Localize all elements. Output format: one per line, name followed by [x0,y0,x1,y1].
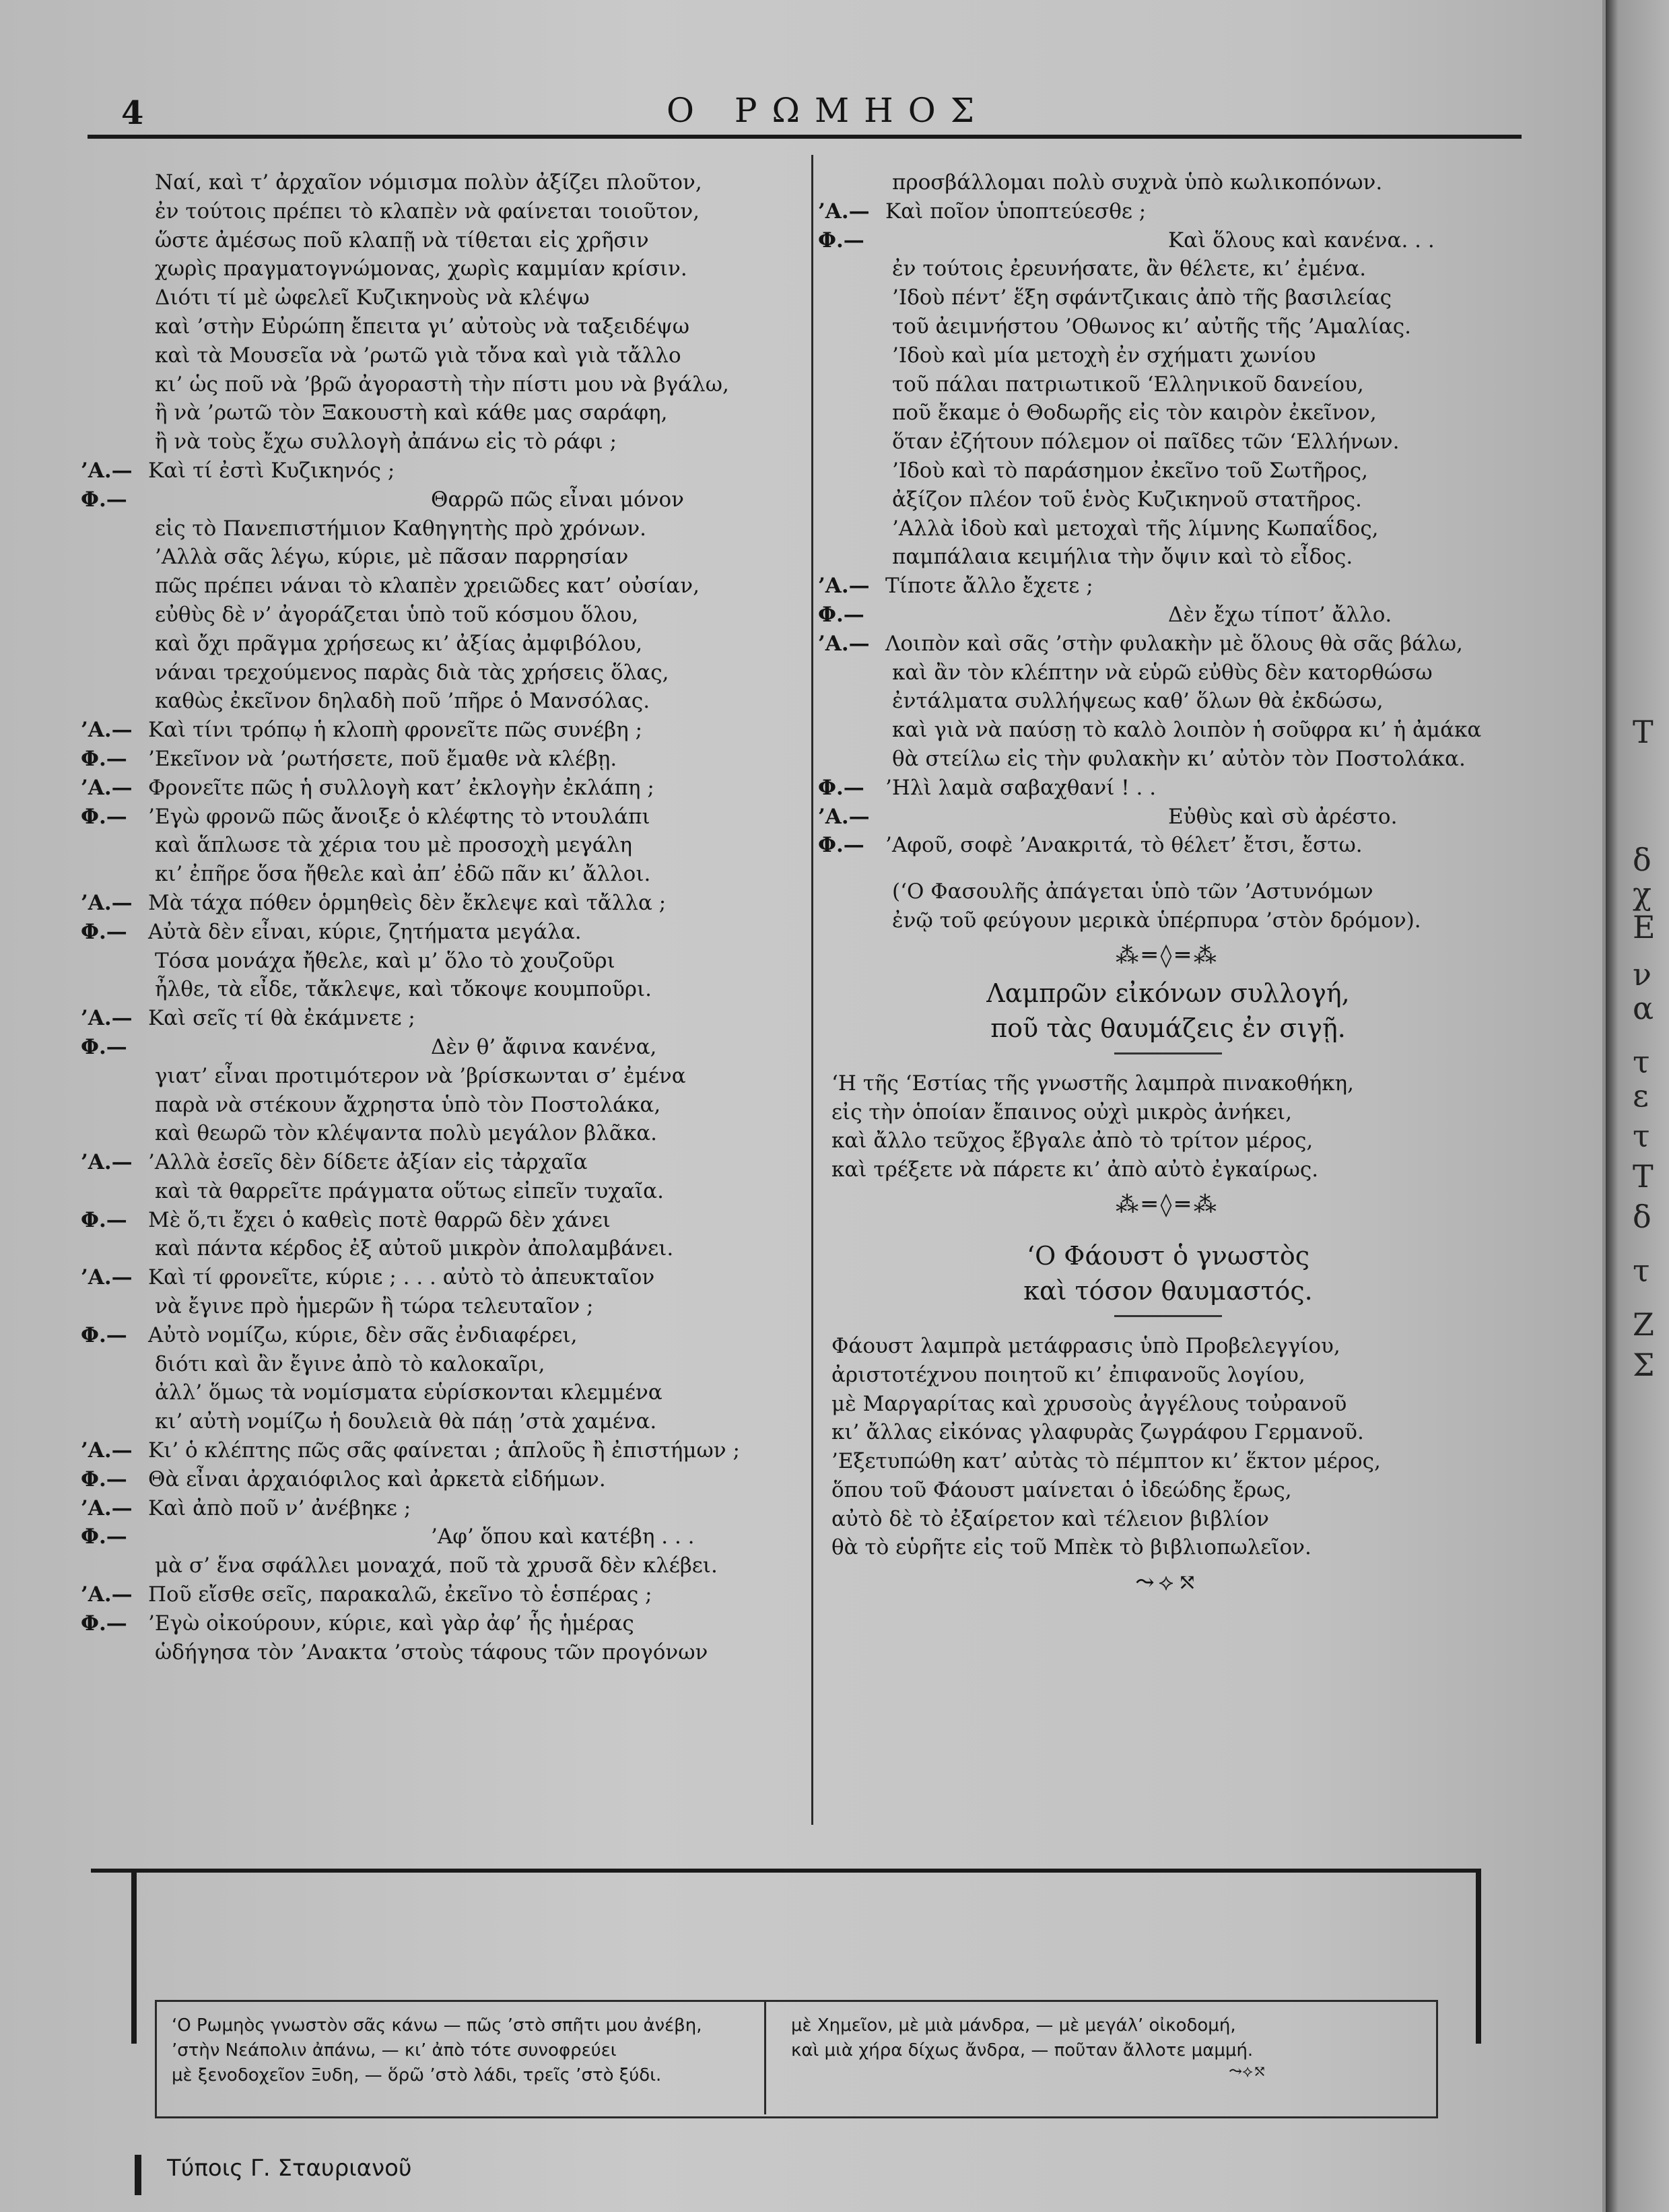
dialogue-text: Φρονεῖτε πῶς ἡ συλλογὴ κατ’ ἐκλογὴν ἐκλάπη ; [148,775,654,800]
dialogue-line [818,716,1518,745]
dialogue-text: ἐν τούτοις πρέπει τὸ κλαπὲν νὰ φαίνεται τοιοῦτον, [155,199,700,224]
dialogue-line [81,514,808,543]
dialogue-text: ’Ηλὶ λαμὰ σαβαχθανί ! . . [885,775,1157,800]
dialogue-text: ἐντάλματα συλλήψεως καθ’ ὅλων θὰ ἐκδώσω, [892,689,1384,714]
dialogue-line [818,803,1518,832]
dialogue-text: ’Εγὼ οἰκούρουν, κύριε, καὶ γὰρ ἀφ’ ἧς ἡμέρας [148,1611,634,1636]
dialogue-text: καὶ ὄχι πρᾶγμα χρήσεως κι’ ἀξίας ἀμφιβόλου, [155,631,643,656]
ornament-divider: ⁂═◊═⁂ [1116,1191,1221,1218]
dialogue-line [818,255,1518,283]
dialogue-text: ’Αλλὰ σᾶς λέγω, κύριε, μὲ πᾶσαν παρρησίαν [155,545,629,570]
adjacent-page-letter: Ζ [1633,1306,1654,1343]
dialogue-line [81,975,808,1004]
dialogue-text: ’Ιδοὺ καὶ μία μετοχὴ ἐν σχήματι χωνίου [892,343,1316,368]
dialogue-text: ἐν τούτοις ἐρευνήσατε, ἂν θέλετε, κι’ ἐμένα. [892,257,1367,281]
section-one-line: ‘Η τῆς ‘Εστίας τῆς γνωστῆς λαμπρὰ πινακοθήκη, [831,1071,1354,1096]
dialogue-text: Καὶ τί φρονεῖτε, κύριε ; . . . αὐτὸ τὸ ἀπευκταῖον [148,1265,655,1290]
dialogue-line [81,860,808,889]
section-two-line: ἀριστοτέχνου ποιητοῦ κι’ ἐπιφανοῦς λογίου, [831,1362,1305,1387]
dialogue-line [81,1465,808,1494]
footer-split [764,2000,766,2114]
speaker-label: ’Α.— [81,1006,133,1031]
dialogue-text: προσβάλλομαι πολὺ συχνὰ ὑπὸ κωλικοπόνων. [892,170,1383,195]
printer-bar [135,2155,141,2195]
dialogue-line [818,630,1518,659]
dialogue-text: Καὶ ποῖον ὑποπτεύεσθε ; [885,199,1147,224]
page-number: 4 [121,94,144,132]
dialogue-text: γιατ’ εἶναι προτιμότερον νὰ ’βρίσκωνται σ’ ἐμένα [155,1063,686,1088]
stage-direction-line: ἐνῷ τοῦ φεύγουν μερικὰ ὑπέρπυρα ’στὸν δρόμον). [892,908,1421,933]
dialogue-text: χωρὶς πραγματογνώμονας, χωρὶς καμμίαν κρίσιν. [155,257,687,281]
dialogue-text: Καὶ ἀπὸ ποῦ ν’ ἀνέβηκε ; [148,1496,411,1520]
dialogue-line [81,1234,808,1263]
dialogue-text: ἦλθε, τὰ εἶδε, τἄκλεψε, καὶ τὄκοψε κουμποῦρι. [155,977,652,1002]
dialogue-text: Κι’ ὁ κλέπτης πῶς σᾶς φαίνεται ; ἁπλοῦς ἢ ἐπιστήμων ; [148,1438,740,1463]
dialogue-text: καὶ ἅπλωσε τὰ χέρια του μὲ προσοχὴ μεγάλη [155,833,632,858]
adjacent-page-letter: δ [1633,842,1651,878]
left-column-dialogue [81,168,808,1667]
adjacent-page-letter: τ [1633,1044,1650,1080]
dialogue-line [818,543,1518,572]
dialogue-line [818,226,1518,255]
dialogue-text: ’Αφοῦ, σοφὲ ’Ανακριτά, τὸ θέλετ’ ἔτσι, ἔστω. [885,833,1363,858]
dialogue-text: ἢ νὰ τοὺς ἔχω συλλογὴ ἀπάνω εἰς τὸ ράφι ; [155,430,617,455]
dialogue-text: ’Εκεῖνον νὰ ’ρωτήσετε, ποῦ ἔμαθε νὰ κλέβῃ. [148,746,617,771]
dialogue-line [81,630,808,659]
dialogue-line [81,1522,808,1551]
speaker-label: Φ.— [81,919,127,944]
dialogue-text: καὶ τὰ θαρρεῖτε πράγματα οὕτως εἰπεῖν τυχαῖα. [155,1178,664,1203]
speaker-label: ’Α.— [818,804,870,829]
column-divider [811,155,813,1825]
dialogue-line [81,1551,808,1580]
dialogue-line [81,803,808,832]
adjacent-page-letter: χ [1633,875,1651,912]
dialogue-line [81,283,808,312]
footer-box [91,1869,1481,2098]
dialogue-line [818,399,1518,428]
adjacent-page-letter: Ε [1633,909,1656,945]
section-one-title: ποῦ τὰς θαυμάζεις ἐν σιγῇ. [990,1013,1346,1043]
dialogue-line [818,745,1518,774]
dialogue-line [818,485,1518,514]
adjacent-page-letter: τ [1633,1252,1650,1289]
adjacent-page-letter: δ [1633,1199,1651,1235]
section-one-title: Λαμπρῶν εἰκόνων συλλογή, [986,978,1350,1008]
dialogue-line [81,1177,808,1206]
dialogue-line [81,1609,808,1638]
dialogue-line [81,1378,808,1407]
dialogue-text: καὶ τὰ Μουσεῖα νὰ ’ρωτῶ γιὰ τὄνα καὶ γιὰ τἄλλο [155,343,681,368]
footer-line: μὲ Χημεῖον, μὲ μιὰ μάνδρα, — μὲ μεγάλ’ οἰκοδομή, [791,2015,1236,2036]
stage-direction-line: (‘Ο Φασουλῆς ἀπάγεται ὑπὸ τῶν ’Αστυνόμων [892,879,1373,904]
adjacent-page-letter: ν [1633,956,1651,993]
dialogue-text: Αὐτὰ δὲν εἶναι, κύριε, ζητήματα μεγάλα. [148,919,582,944]
dialogue-line [81,1350,808,1379]
speaker-label: Φ.— [81,1322,127,1347]
dialogue-line [81,918,808,947]
dialogue-text: Καὶ τίνι τρόπῳ ἡ κλοπὴ φρονεῖτε πῶς συνέβη ; [148,718,643,743]
dialogue-line [818,312,1518,341]
dialogue-text: ἀλλ’ ὅμως τὰ νομίσματα εὑρίσκονται κλεμμένα [155,1380,662,1405]
short-rule [1114,1315,1222,1317]
speaker-label: ’Α.— [81,718,133,743]
dialogue-line [818,283,1518,312]
section-two-title: ‘Ο Φάουστ ὁ γνωστὸς [1026,1240,1310,1271]
dialogue-text: Καὶ ὅλους καὶ κανένα. . . [1168,228,1435,253]
dialogue-line [81,1638,808,1667]
section-two-line: αὐτὸ δὲ τὸ ἐξαίρετον καὶ τέλειον βιβλίον [831,1506,1269,1531]
dialogue-text: Θὰ εἶναι ἀρχαιόφιλος καὶ ἀρκετὰ εἰδήμων. [148,1467,606,1492]
printer-credit: Τύποις Γ. Σταυριανοῦ [167,2155,412,2182]
dialogue-line [81,687,808,716]
dialogue-text: ’Ιδοὺ καὶ τὸ παράσημον ἐκεῖνο τοῦ Σωτῆρος, [892,458,1368,483]
dialogue-text: Ποῦ εἴσθε σεῖς, παρακαλῶ, ἐκεῖνο τὸ ἑσπέρας ; [148,1582,652,1607]
section-one-line: καὶ ἄλλο τεῦχος ἔβγαλε ἀπὸ τὸ τρίτον μέρος, [831,1129,1314,1153]
dialogue-line [81,485,808,514]
short-rule [1114,1052,1222,1054]
dialogue-line [81,1494,808,1523]
dialogue-line [818,197,1518,226]
dialogue-text: εὐθὺς δὲ ν’ ἀγοράζεται ὑπὸ τοῦ κόσμου ὅλου, [155,602,639,627]
speaker-label: Φ.— [81,1611,127,1636]
footer-right-text [791,2013,1253,2063]
speaker-label: ’Α.— [818,574,870,599]
dialogue-text: ἀξίζον πλέον τοῦ ἑνὸς Κυζικηνοῦ στατῆρος. [892,487,1362,512]
section-two-line: μὲ Μαργαρίτας καὶ χρυσοὺς ἀγγέλους τοὐρανοῦ [831,1391,1347,1416]
right-column-dialogue [818,168,1518,860]
dialogue-text: Δὲν ἔχω τίποτ’ ἄλλο. [1168,602,1392,627]
dialogue-text: Θαρρῶ πῶς εἶναι μόνον [431,487,684,512]
dialogue-text: Μὰ τάχα πόθεν ὁρμηθεὶς δὲν ἔκλεψε καὶ τἄλλα ; [148,890,667,915]
speaker-label: ’Α.— [81,1582,133,1607]
section-two-title: καὶ τόσον θαυμαστός. [1023,1275,1313,1306]
dialogue-text: ὡδήγησα τὸν ’Ανακτα ’στοὺς τάφους τῶν προγόνων [155,1640,708,1665]
adjacent-page-letter: Τ [1633,714,1654,750]
section-two-line: θὰ τὸ εὑρῆτε εἰς τοῦ Μπὲκ τὸ βιβλιοπωλεῖον. [831,1535,1312,1560]
dialogue-line [81,197,808,226]
dialogue-line [818,659,1518,688]
dialogue-text: νάναι τρεχούμενος παρὰς διὰ τὰς χρήσεις ὅλας, [155,660,669,685]
dialogue-text: ’Αλλὰ ἰδοὺ καὶ μετοχαὶ τῆς λίμνης Κωπαΐδος, [892,516,1379,541]
speaker-label: Φ.— [81,746,127,771]
dialogue-line [81,370,808,399]
speaker-label: Φ.— [81,1207,127,1232]
dialogue-text: Τόσα μονάχα ἤθελε, καὶ μ’ ὅλο τὸ χουζοῦρι [155,948,615,973]
footer-border-left [131,1869,137,2044]
dialogue-text: εἰς τὸ Πανεπιστήμιον Καθηγητὴς πρὸ χρόνων. [155,516,647,541]
footer-line: μὲ ξενοδοχεῖον Ξυδη, — ὅρῶ ’στὸ λάδι, τρεῖς ’στὸ ξύδι. [172,2065,662,2085]
dialogue-text: ’Ιδοὺ πέντ’ ἕξη σφάντζικαις ἀπὸ τῆς βασιλείας [892,286,1392,310]
dialogue-line [81,774,808,803]
dialogue-line [81,1062,808,1091]
right-column [818,168,1518,1603]
speaker-label: Φ.— [81,1034,127,1059]
dialogue-text: Λοιπὸν καὶ σᾶς ’στὴν φυλακὴν μὲ ὅλους θὰ σᾶς βάλω, [885,631,1463,656]
dialogue-line [81,1148,808,1177]
dialogue-text: ’Εγὼ φρονῶ πῶς ἄνοιξε ὁ κλέφτης τὸ ντουλάπι [148,804,650,829]
footer-line: καὶ μιὰ χήρα δίχως ἄνδρα, — ποῦταν ἄλλοτε μαμμή. [791,2040,1254,2060]
dialogue-line [81,659,808,688]
dialogue-text: καὶ γιὰ νὰ παύσῃ τὸ καλὸ λοιπὸν ἡ σοῦφρα κι’ ἡ ἀμάκα [892,718,1482,743]
dialogue-text: ’Αφ’ ὅπου καὶ κατέβη . . . [431,1524,695,1549]
dialogue-line [818,341,1518,370]
dialogue-text: καὶ ἂν τὸν κλέπτην νὰ εὑρῶ εὐθὺς δὲν κατορθώσω [892,660,1433,685]
footer-rule [91,1869,1481,1873]
speaker-label: Φ.— [81,1467,127,1492]
dialogue-text: παμπάλαια κειμήλια τὴν ὄψιν καὶ τὸ εἶδος. [892,545,1353,570]
adjacent-page-letter: Σ [1633,1347,1655,1383]
dialogue-line [818,514,1518,543]
speaker-label: Φ.— [81,804,127,829]
dialogue-text: καὶ ’στὴν Εὐρώπη ἔπειτα γι’ αὐτοὺς νὰ ταξειδέψω [155,314,690,339]
dialogue-text: Ναί, καὶ τ’ ἀρχαῖον νόμισμα πολὺν ἀξίζει πλοῦτον, [155,170,702,195]
dialogue-text: Διότι τί μὲ ὠφελεῖ Κυζικηνοὺς νὰ κλέψω [155,286,590,310]
dialogue-line [81,168,808,197]
dialogue-line [81,716,808,745]
end-ornament: ⤳⟡⤲ [1135,1569,1201,1597]
dialogue-line [81,1004,808,1033]
dialogue-line [81,312,808,341]
header-rule [88,135,1522,139]
dialogue-line [818,572,1518,601]
speaker-label: Φ.— [818,775,864,800]
dialogue-text: ὥστε ἀμέσως ποῦ κλαπῇ νὰ τίθεται εἰς χρῆσιν [155,228,649,253]
section-two-line: Φάουστ λαμπρὰ μετάφρασις ὑπὸ Προβελεγγίου, [831,1333,1340,1358]
dialogue-line [81,226,808,255]
footer-ornament: ⤳⟡⤲ [1229,2062,1267,2081]
dialogue-line [81,1407,808,1436]
dialogue-text: θὰ στείλω εἰς τὴν φυλακὴν κι’ αὐτὸν τὸν Ποστολάκα. [892,746,1466,771]
dialogue-line [81,1119,808,1148]
dialogue-text: Αὐτὸ νομίζω, κύριε, δὲν σᾶς ἐνδιαφέρει, [148,1322,578,1347]
dialogue-text: Καὶ σεῖς τί θὰ ἐκάμνετε ; [148,1006,415,1031]
dialogue-line [818,687,1518,716]
dialogue-text: Μὲ ὅ,τι ἔχει ὁ καθεὶς ποτὲ θαρρῶ δὲν χάνει [148,1207,611,1232]
dialogue-line [81,745,808,774]
dialogue-text: κι’ ὡς ποῦ νὰ ’βρῶ ἀγοραστὴ τὴν πίστι μου νὰ βγάλω, [155,372,729,397]
dialogue-line [818,168,1518,197]
dialogue-line [81,1292,808,1321]
dialogue-line [818,831,1518,860]
dialogue-line [81,1033,808,1062]
speaker-label: ’Α.— [818,199,870,224]
footer-line: ‘Ο Ρωμηὸς γνωστὸν σᾶς κάνω — πῶς ’στὸ σπῆτι μου ἀνέβη, [172,2015,702,2036]
dialogue-text: Τίποτε ἄλλο ἔχετε ; [885,574,1093,599]
dialogue-line [818,601,1518,630]
speaker-label: ’Α.— [818,631,870,656]
running-title: Ο ΡΩΜΗΟΣ [667,91,990,130]
dialogue-line [81,572,808,601]
dialogue-text: καθὼς ἐκεῖνον δηλαδὴ ποῦ ’πῆρε ὁ Μανσόλας. [155,689,650,714]
footer-left-text [172,2013,702,2088]
dialogue-line [81,1206,808,1235]
speaker-label: ’Α.— [81,458,133,483]
dialogue-line [81,341,808,370]
dialogue-text: μὰ σ’ ἕνα σφάλλει μοναχά, ποῦ τὰ χρυσᾶ δὲν κλέβει. [155,1553,718,1578]
dialogue-text: πῶς πρέπει νάναι τὸ κλαπὲν χρειῶδες κατ’ οὐσίαν, [155,574,700,599]
speaker-label: Φ.— [818,833,864,858]
section-two-line: ’Εξετυπώθη κατ’ αὐτὰς τὸ πέμπτον κι’ ἕκτον μέρος, [831,1449,1381,1474]
dialogue-line [81,255,808,283]
dialogue-text: ποῦ ἔκαμε ὁ Θοδωρῆς εἰς τὸν καιρὸν ἐκεῖνον, [892,401,1377,426]
dialogue-line [81,457,808,485]
speaker-label: ’Α.— [81,1496,133,1520]
dialogue-text: ἢ νὰ ’ρωτῶ τὸν Ξακουστὴ καὶ κάθε μας σαράφη, [155,401,668,426]
speaker-label: ’Α.— [81,1438,133,1463]
dialogue-text: νὰ ἔγινε πρὸ ἡμερῶν ἢ τώρα τελευταῖον ; [155,1294,594,1319]
speaker-label: Φ.— [81,1524,127,1549]
section-two-line: κι’ ἄλλας εἰκόνας γλαφυρὰς ζωγράφου Γερμανοῦ. [831,1420,1364,1445]
dialogue-text: παρὰ νὰ στέκουν ἄχρηστα ὑπὸ τὸν Ποστολάκα, [155,1092,661,1117]
dialogue-line [81,1580,808,1609]
speaker-label: ’Α.— [81,775,133,800]
ornament-divider: ⁂═◊═⁂ [1116,941,1221,969]
adjacent-page-letter: ε [1633,1077,1649,1114]
speaker-label: Φ.— [818,228,864,253]
dialogue-line [818,370,1518,399]
dialogue-text: τοῦ ἀειμνήστου ’Οθωνος κι’ αὐτῆς τῆς ’Αμαλίας. [892,314,1412,339]
dialogue-text: κι’ ἐπῆρε ὅσα ἤθελε καὶ ἀπ’ ἐδῶ πᾶν κι’ ἄλλοι. [155,862,651,887]
dialogue-line [81,1321,808,1350]
speaker-label: ’Α.— [81,890,133,915]
dialogue-line [818,774,1518,803]
dialogue-line [81,1263,808,1292]
dialogue-line [81,399,808,428]
dialogue-text: Καὶ τί ἐστὶ Κυζικηνός ; [148,458,395,483]
dialogue-text: ὅταν ἐζήτουν πόλεμον οἱ παῖδες τῶν ‘Ελλήνων. [892,430,1400,455]
dialogue-text: καὶ θεωρῶ τὸν κλέψαντα πολὺ μεγάλον βλᾶκα. [155,1121,658,1146]
section-one-line: καὶ τρέξετε νὰ πάρετε κι’ ἀπὸ αὐτὸ ἐγκαίρως. [831,1158,1319,1182]
dialogue-text: Εὐθὺς καὶ σὺ ἀρέστο. [1168,804,1398,829]
adjacent-page-letter: α [1633,990,1654,1026]
dialogue-line [81,543,808,572]
dialogue-text: ’Αλλὰ ἐσεῖς δὲν δίδετε ἀξίαν εἰς τἀρχαῖα [148,1150,588,1175]
section-two-line: ὅπου τοῦ Φάουστ μαίνεται ὁ ἰδεώδης ἔρως, [831,1477,1292,1502]
dialogue-line [81,428,808,457]
dialogue-text: Δὲν θ’ ἄφινα κανένα, [431,1034,657,1059]
section-one-line: εἰς τὴν ὁποίαν ἔπαινος οὐχὶ μικρὸς ἀνήκει, [831,1100,1293,1125]
dialogue-line [818,457,1518,485]
dialogue-line [81,889,808,918]
adjacent-page-letter: Τ [1633,1158,1654,1195]
dialogue-line [818,428,1518,457]
footer-border-right [1476,1869,1481,2044]
dialogue-line [81,601,808,630]
dialogue-line [81,1091,808,1120]
dialogue-text: κι’ αὐτὴ νομίζω ἡ δουλειὰ θὰ πάῃ ’στὰ χαμένα. [155,1409,657,1434]
footer-line: ’στὴν Νεάπολιν ἀπάνω, — κι’ ἀπὸ τότε συνοφρεύει [172,2040,617,2060]
dialogue-text: καὶ πάντα κέρδος ἐξ αὐτοῦ μικρὸν ἀπολαμβάνει. [155,1236,674,1261]
speaker-label: ’Α.— [81,1150,133,1175]
adjacent-page-letter: τ [1633,1118,1650,1154]
speaker-label: Φ.— [81,487,127,512]
speaker-label: ’Α.— [81,1265,133,1290]
adjacent-page-edge [1606,0,1669,2212]
dialogue-line [81,831,808,860]
dialogue-text: τοῦ πάλαι πατριωτικοῦ ‘Ελληνικοῦ δανείου, [892,372,1364,397]
speaker-label: Φ.— [818,602,864,627]
dialogue-line [81,1436,808,1465]
dialogue-text: διότι καὶ ἂν ἔγινε ἀπὸ τὸ καλοκαῖρι, [155,1351,545,1376]
dialogue-line [81,947,808,976]
